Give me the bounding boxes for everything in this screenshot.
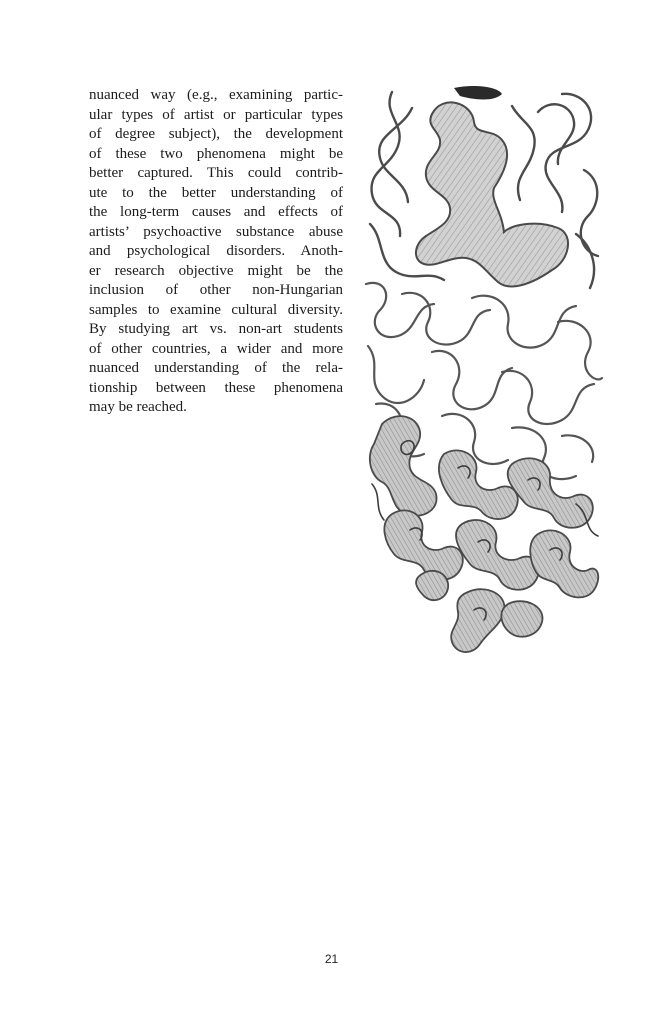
pencil-squiggle-drawing-icon — [362, 84, 605, 662]
body-line: nuanced understanding of the rela- — [89, 360, 343, 376]
body-line: better captured. This could contrib- — [89, 165, 343, 181]
body-line: of degree subject), the development — [89, 126, 343, 142]
body-line: of other countries, a wider and more — [89, 340, 343, 357]
body-line: and psychological disorders. Anoth- — [89, 243, 343, 259]
body-line: ute to the better understanding of — [89, 184, 343, 201]
dark-blob — [454, 86, 502, 100]
body-line: inclusion of other non-Hungarian — [89, 282, 343, 298]
body-line: er research objective might be the — [89, 262, 343, 279]
page-number: 21 — [324, 952, 339, 966]
body-line: tionship between these phenomena — [89, 379, 343, 396]
body-line: artists’ psychoactive substance abuse — [89, 223, 343, 240]
body-line: ular types of artist or particular types — [89, 106, 343, 123]
body-line: samples to examine cultural diversity. — [89, 301, 343, 318]
body-line: the long-term causes and effects of — [89, 204, 343, 220]
body-line: of these two phenomena might be — [89, 145, 343, 162]
body-line: By studying art vs. non-art students — [89, 321, 343, 337]
body-line: nuanced way (e.g., examining partic- — [89, 87, 343, 103]
body-paragraph — [89, 86, 343, 418]
body-line: may be reached. — [89, 399, 187, 415]
shaded-blob-large — [416, 102, 568, 286]
